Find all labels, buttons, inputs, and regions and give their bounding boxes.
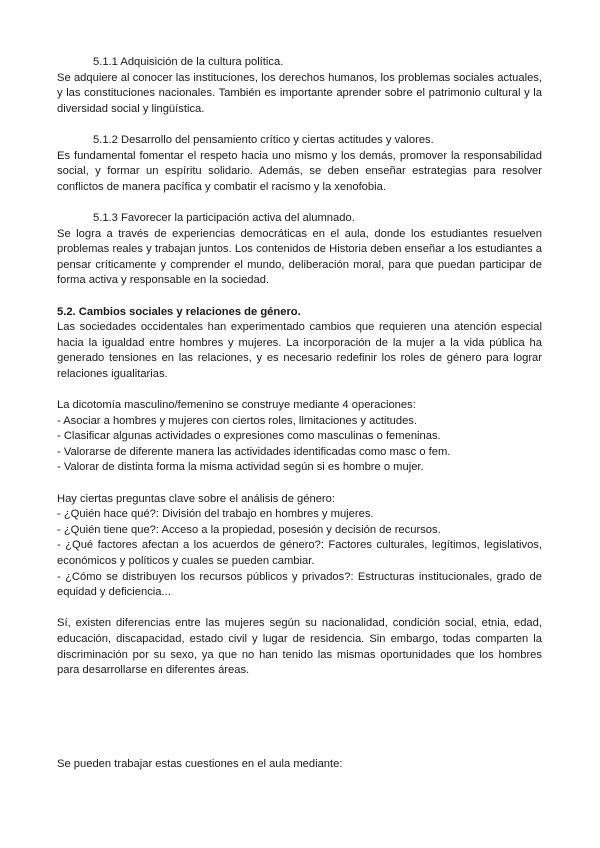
subsection-heading-5-1-3: 5.1.3 Favorecer la participación activa del alumnado. (93, 211, 355, 224)
question-item: - ¿Quién tiene que?: Acceso a la propiedad, posesión y decisión de recursos. (57, 523, 441, 536)
subsection-body-5-1-3: Se logra a través de experiencias democráticas en el aula, donde los estudiantes resuelven problemas reales y trabajan juntos. Los contenidos de Historia deben enseñar a los estudiantes a pensar críticamente y comprender el mundo, deliberación moral, para que puedan participar de forma activa y responsable en la sociedad. (57, 227, 542, 287)
dichotomy-item: - Asociar a hombres y mujeres con ciertos roles, limitaciones y actitudes. (57, 414, 418, 427)
question-item: - ¿Quién hace qué?: División del trabajo en hombres y mujeres. (57, 508, 374, 521)
questions-intro: Hay ciertas preguntas clave sobre el análisis de género: (57, 492, 335, 505)
subsection-body-5-1-2: Es fundamental fomentar el respeto hacia uno mismo y los demás, promover la responsabilidad social, y formar un espíritu solidario. Además, se deben enseñar estrategias para resolver conflictos de manera pacífica y combatir el racismo y la xenofobia. (57, 149, 542, 193)
dichotomy-item: - Valorar de distinta forma la misma actividad según si es hombre o mujer. (57, 461, 424, 474)
document-content (57, 55, 542, 679)
subsection-heading-5-1-2: 5.1.2 Desarrollo del pensamiento crítico y ciertas actitudes y valores. (93, 133, 434, 146)
closing-block (57, 757, 542, 773)
question-item: - ¿Qué factores afectan a los acuerdos de género?: Factores culturales, legítimos, legislativos, económicos y políticos y cuales se pueden cambiar. (57, 539, 542, 567)
closing-sentence: Se pueden trabajar estas cuestiones en el aula mediante: (57, 758, 343, 770)
question-item: - ¿Cómo se distribuyen los recursos públicos y privados?: Estructuras institucionales, grado de equidad y deficiencia... (57, 570, 542, 599)
differences-paragraph: Sí, existen diferencias entre las mujeres según su nacionalidad, condición social, etnia, edad, educación, discapacidad, estado civil y lugar de residencia. Sin embargo, todas comparten la discriminación por su sexo, ya que no han tenido las mismas oportunidades que los hombres para desarrollarse en diferentes áreas. (57, 617, 542, 677)
section-title-5-2: 5.2. Cambios sociales y relaciones de género. (57, 305, 301, 318)
dichotomy-intro: La dicotomía masculino/femenino se construye mediante 4 operaciones: (57, 399, 416, 412)
subsection-body-5-1-1: Se adquiere al conocer las instituciones, los derechos humanos, los problemas sociales actuales, y las constituciones nacionales. También es importante aprender sobre el patrimonio cultural y la diversidad social y lingüística. (57, 71, 542, 115)
dichotomy-item: - Valorarse de diferente manera las actividades identificadas como masc o fem. (57, 445, 451, 458)
section-intro: Las sociedades occidentales han experimentado cambios que requieren una atención especial hacia la igualdad entre hombres y mujeres. La incorporación de la mujer a la vida pública ha generado tensiones en las relaciones, y es necesario redefinir los roles de género para lograr relaciones igualitarias. (57, 321, 542, 380)
subsection-heading-5-1-1: 5.1.1 Adquisición de la cultura política. (93, 56, 284, 68)
dichotomy-item: - Clasificar algunas actividades o expresiones como masculinas o femeninas. (57, 430, 441, 443)
